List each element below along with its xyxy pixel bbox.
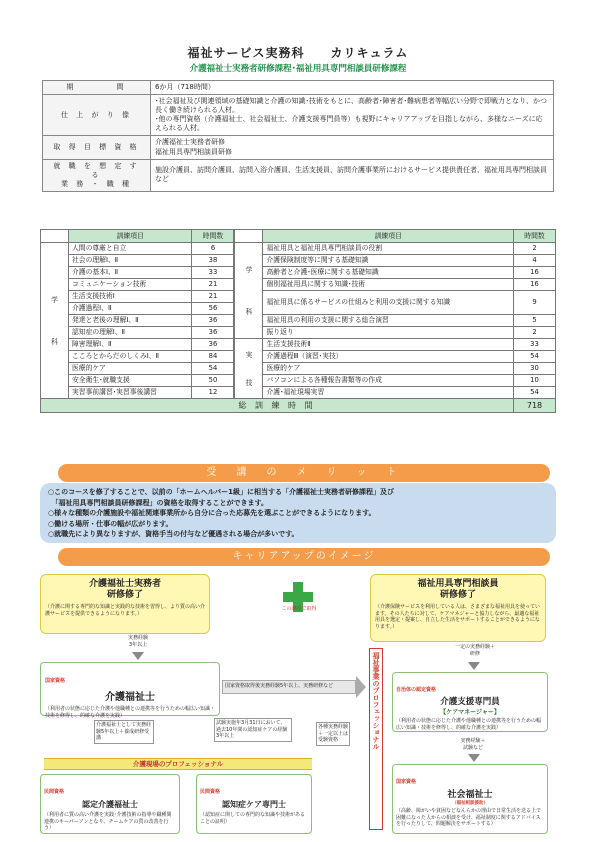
box-ninchisho — [196, 774, 312, 834]
curriculum-row — [41, 363, 556, 375]
curriculum-item: 介護保険制度等に関する基礎知識 — [263, 255, 514, 267]
arrow-down-icon — [132, 652, 144, 660]
curriculum-hours: 36 — [192, 315, 234, 327]
box-title: 介護支援専門員 — [440, 697, 500, 707]
curriculum-hours: 10 — [514, 375, 556, 387]
total-value: 718 — [514, 399, 556, 413]
curriculum-hours: 36 — [192, 327, 234, 339]
box-jitsumusha — [40, 574, 210, 634]
arrow-down-icon — [468, 754, 480, 762]
curriculum-hours: 21 — [192, 291, 234, 303]
box-text: （利用者に質の高い介護を実践･介護技術の指導や職種間連携のキーパーソンとなり、チームケアの質の改善を行う） — [44, 812, 172, 831]
box-caremanager — [392, 672, 548, 732]
box-fukushi-yogu — [370, 574, 546, 642]
curriculum-row — [41, 339, 556, 351]
long-arrow — [222, 680, 356, 694]
box-title: 認定介護福祉士 — [82, 800, 138, 809]
curriculum-table — [40, 229, 556, 413]
curriculum-item: こころとからだのしくみⅠ、Ⅱ — [69, 351, 192, 363]
curriculum-row — [41, 255, 556, 267]
arrow-down-icon — [468, 662, 480, 670]
box-title: 福祉用具専門相談員 研修修了 — [417, 579, 499, 600]
merit-header: 受 講 の メ リ ッ ト — [58, 464, 550, 482]
curriculum-item: 生活支援技術Ⅱ — [263, 339, 514, 351]
box-title: 社会福祉士 — [447, 790, 493, 800]
info-value: ･社会福祉及び関連領域の基礎知識と介護の知識･技術をもとに、高齢者･障害者･難病患者等幅広い分野で即戦力となり、かつ長く働き続けられる人材。 ･他の専門資格（介護福祉士、社会福祉士、介護支援専門員等）も視野にキャリアアップを目指しながら、多様なニーズに応えられる人材。 — [151, 95, 554, 136]
jichi-badge: 自治体の認定資格 — [396, 687, 437, 693]
curriculum-head-hours: 時間数 — [514, 230, 556, 243]
curriculum-item: 福祉用具に係るサービスの仕組みと利用の支援に関する知識 — [263, 291, 514, 315]
kokka-badge: 国家資格 — [45, 678, 66, 684]
curriculum-row — [41, 315, 556, 327]
curriculum-item: コミュニケーション技術 — [69, 279, 192, 291]
page-subtitle: 介護福祉士実務者研修課程･福祉用具専門相談員研修課程 — [189, 64, 407, 74]
side-label-jitsugi: 実 技 — [235, 339, 263, 399]
curriculum-item: 人間の尊厳と自立 — [69, 243, 192, 255]
curriculum-item: パソコンによる各種報告書類等の作成 — [263, 375, 514, 387]
curriculum-hours: 6 — [192, 243, 234, 255]
curriculum-item: 振り返り — [263, 327, 514, 339]
note-2: 試験実施年3月31日において、過去10年間の認知症ケアの経験3年以上 — [214, 718, 292, 742]
box-subtitle: 【ケアマネージャー】 — [440, 709, 500, 716]
curriculum-hours: 36 — [192, 339, 234, 351]
info-value: 介護福祉士実務者研修 福祉用具専門相談員研修 — [151, 136, 554, 159]
curriculum-item: 福祉用具と福祉用具専門相談員の役割 — [263, 243, 514, 255]
merit-box — [40, 483, 556, 543]
info-label: 取 得 目 標 資 格 — [43, 136, 151, 159]
box-text: （高齢、障がいや貧困などなんらかの理由で日常生活を送る上で困難になった人からの相談を受け、福祉制度に関するアドバイスを行ったりして、問題解決をサポートする） — [396, 808, 542, 827]
curriculum-hours: 50 — [192, 375, 234, 387]
note-1: 介護福祉士として実務経験5年以上＋養成研修受講 — [94, 720, 154, 744]
exp-label-1: 実務経験 3年以上 — [127, 635, 148, 648]
curriculum-item: 福祉用具の利用の支援に関する総合演習 — [263, 315, 514, 327]
curriculum-head-item: 訓練項目 — [263, 230, 514, 243]
curriculum-hours: 2 — [514, 327, 556, 339]
curriculum-item: 介護過程Ⅰ、Ⅱ — [69, 303, 192, 315]
curriculum-item: 実習事前講習･実習事後講習 — [69, 387, 192, 399]
course-info-table — [42, 80, 554, 192]
side-label-gakka: 学 科 — [41, 243, 69, 399]
info-row-period — [43, 81, 554, 95]
arrow-right-icon — [356, 676, 366, 698]
curriculum-hours: 9 — [514, 291, 556, 315]
kokka-badge: 国家資格 — [396, 779, 417, 785]
total-label: 総 訓 練 時 間 — [41, 399, 514, 413]
box-title: 認知症ケア専門士 — [222, 800, 286, 809]
note-4: 一定の実務経験＋研修 — [455, 644, 496, 657]
merit-line: ○様々な種類の介護施設や福祉関連事業所から自分に合った応募先を選ぶことができるようになります。 — [48, 509, 376, 517]
career-header: キャリアアップのイメージ — [58, 548, 550, 566]
info-row-goal — [43, 95, 554, 136]
curriculum-hours: 38 — [192, 255, 234, 267]
curriculum-hours: 54 — [514, 351, 556, 363]
curriculum-row — [41, 243, 556, 255]
box-title: 介護福祉士 — [105, 692, 155, 703]
center-label: この課程で取得 — [281, 606, 317, 612]
curriculum-item: 安全衛生･就職支援 — [69, 375, 192, 387]
side-label-gakka: 学 科 — [235, 243, 263, 339]
info-label: 仕 上 が り 像 — [43, 95, 151, 136]
box-nintei — [40, 774, 180, 834]
curriculum-item: 医療的ケア — [263, 363, 514, 375]
curriculum-item: 個別福祉用具に関する知識･技術 — [263, 279, 514, 291]
box-subtitle: （福祉相談援助） — [452, 801, 488, 806]
curriculum-row — [41, 267, 556, 279]
curriculum-row — [41, 291, 556, 303]
info-row-qualification — [43, 136, 554, 159]
curriculum-item: 認知症の理解Ⅰ、Ⅱ — [69, 327, 192, 339]
curriculum-hours: 2 — [514, 243, 556, 255]
box-shakai-fukushishi — [392, 764, 548, 834]
curriculum-item: 障害理解Ⅰ、Ⅱ — [69, 339, 192, 351]
curriculum-hours: 54 — [192, 363, 234, 375]
curriculum-item: 社会の理解Ⅰ、Ⅱ — [69, 255, 192, 267]
box-text: （認知症に関しての専門的な知識や技術があることの証明） — [200, 812, 306, 825]
curriculum-hours: 84 — [192, 351, 234, 363]
long-arrow-label: 国家資格取得後実務経験5年以上、実務研修など — [225, 683, 334, 689]
min-badge: 民間資格 — [200, 789, 221, 795]
merit-line: ○働ける場所・仕事の幅が広がります。 — [48, 519, 173, 528]
pro-banner-text: 介護現場のプロフェッショナル — [132, 760, 224, 768]
curriculum-row — [41, 327, 556, 339]
merit-line: 「福祉用具専門相談員研修課程」の資格を取得することができます。 — [48, 498, 268, 507]
min-badge: 民間資格 — [44, 789, 65, 795]
box-text: （介護に関する専門的な知識と実践的な技術を習得し、より質の高い介護サービスを提供できるようになります。） — [45, 604, 206, 617]
curriculum-item: 介護過程Ⅲ（演習･実技） — [263, 351, 514, 363]
info-label: 期 間 — [43, 81, 151, 95]
info-row-jobs — [43, 159, 554, 191]
box-text: （介護保険サービスを利用している人は、さまざまな福祉用具を使っています。その人たちに対して、ケアマネジャーと協力しながら、最適な福祉用具を選定・提案し、自立した生活をサポートすることができるようになります。） — [375, 604, 541, 630]
info-label: 就 職 を 想 定 す る 業 務 ・ 職 種 — [43, 159, 151, 191]
curriculum-hours: 21 — [192, 279, 234, 291]
curriculum-hours: 4 — [514, 255, 556, 267]
curriculum-head-hours: 時間数 — [192, 230, 234, 243]
curriculum-row — [41, 387, 556, 399]
curriculum-hours: 5 — [514, 315, 556, 327]
box-kaigo-fukushishi — [40, 662, 220, 719]
curriculum-total-row — [41, 399, 556, 413]
info-value: 6か月（718時間） — [151, 81, 554, 95]
curriculum-row — [41, 351, 556, 363]
box-text: （利用者の状態に応じた介護や他職種との連携等を行うための幅広い知識・技術を修得し、的確な介護を実践） — [396, 718, 542, 731]
curriculum-item: 発達と老後の理解Ⅰ、Ⅱ — [69, 315, 192, 327]
curriculum-hours: 16 — [514, 267, 556, 279]
exp-label-2: 実務経験＋ 試験など — [460, 738, 486, 751]
vertical-banner-text: 福祉事業のプロフェッショナル — [372, 652, 380, 750]
curriculum-row — [41, 375, 556, 387]
curriculum-item: 介護･福祉現場実習 — [263, 387, 514, 399]
box-title: 介護福祉士実務者 研修修了 — [88, 579, 161, 600]
merit-line: ○このコースを修了することで、以前の「ホームヘルパー1級」に相当する「介護福祉士実務者研修課程」及び — [48, 488, 394, 496]
curriculum-hours: 16 — [514, 279, 556, 291]
note-3: 各種実務経験＋一定以上は受験資格 — [316, 722, 350, 746]
curriculum-row — [41, 279, 556, 291]
page-title: 福祉サービス実務科 カリキュラム — [187, 46, 409, 60]
info-value: 施設介護員、訪問介護員、訪問入浴介護員、生活支援員、訪問介護事業所におけるサービス提供責任者、福祉用具専門相談員など — [151, 159, 554, 191]
curriculum-head-item: 訓練項目 — [69, 230, 192, 243]
box-text: （利用者の状態に応じた介護や他職種との連携等を行うための幅広い知識・技術を修得し、的確な介護を実践） — [45, 706, 216, 719]
vertical-banner — [369, 648, 383, 830]
curriculum-hours: 33 — [192, 267, 234, 279]
curriculum-hours: 30 — [514, 363, 556, 375]
curriculum-item: 高齢者と介護･医療に関する基礎知識 — [263, 267, 514, 279]
curriculum-item: 生活支援技術Ⅰ — [69, 291, 192, 303]
curriculum-hours: 54 — [514, 387, 556, 399]
merit-line: ○就職先により異なりますが、資格手当の付与など優遇される場合が多いです。 — [48, 530, 299, 538]
pro-banner — [44, 758, 312, 770]
curriculum-hours: 56 — [192, 303, 234, 315]
curriculum-hours: 12 — [192, 387, 234, 399]
curriculum-item: 介護の基本Ⅰ、Ⅱ — [69, 267, 192, 279]
curriculum-hours: 33 — [514, 339, 556, 351]
curriculum-item: 医療的ケア — [69, 363, 192, 375]
